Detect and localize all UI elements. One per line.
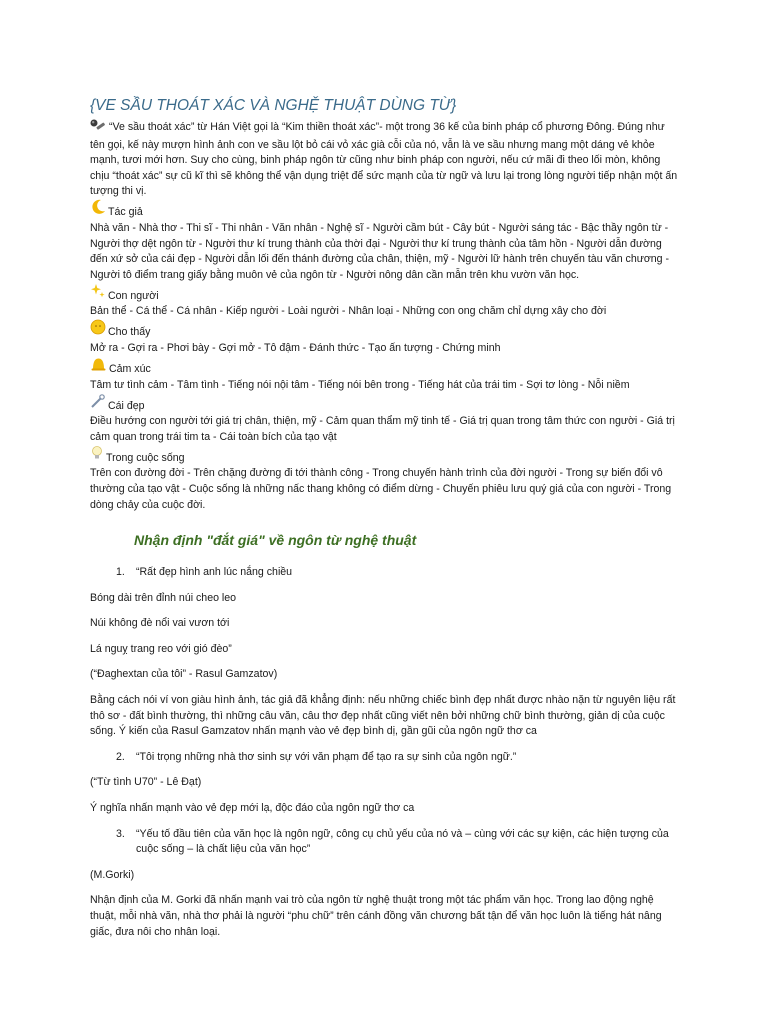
intro-paragraph: [90, 119, 680, 200]
section-trong-cuoc-song: [90, 447, 680, 513]
section-cho-thay: [90, 322, 680, 357]
microphone-icon: [90, 119, 105, 138]
poem-line: Lá nguỵ trang reo với gió đèo”: [90, 642, 232, 655]
section-cai-dep: [90, 395, 680, 445]
quote-source: (“Đaghextan của tôi” - Rasul Gamzatov): [90, 668, 278, 681]
poem-line: “Rất đẹp hình anh lúc nắng chiều: [136, 566, 293, 579]
section-label: Cái đẹp: [108, 399, 145, 412]
sparkles-icon: [90, 283, 106, 305]
section-text: Tâm tư tình cảm - Tâm tình - Tiếng nói nội tâm - Tiếng nói bên trong - Tiếng hát của trái tim - Sợi tơ lòng - Nỗi niềm: [90, 378, 630, 391]
section-con-nguoi: [90, 285, 680, 320]
bell-icon: [90, 356, 107, 378]
document-title: {VE SẦU THOÁT XÁC VÀ NGHỆ THUẬT DÙNG TỪ}: [90, 97, 457, 114]
moon-icon: [90, 199, 106, 221]
intro-text: “Ve sầu thoát xác” từ Hán Việt gọi là “Kim thiền thoát xác”- một trong 36 kế của binh pháp cổ phương Đông. Đúng như tên gọi, kế này mượn hình ảnh con ve sầu lột bỏ cái vỏ xác già cỗi của nó, vẫn là ve sầu nhưng mang một dáng vẻ khỏe mạnh, tươi mới hơn. Suy cho cùng, binh pháp ngôn từ cũng như binh pháp con người, nếu cứ mãi đi theo lối mòn, không chịu “thoát xác” sự cũ kĩ thì sẽ không thể vận dụng triệt để sức mạnh của từ ngữ và lưu lại trong lòng người tiếp nhận một ấn tượng thi vị.: [90, 121, 678, 198]
section-text: Bản thể - Cá thể - Cá nhân - Kiếp người - Loài người - Nhân loại - Những con ong chăm chỉ dựng xây cho đời: [90, 305, 607, 318]
subtitle-heading: Nhận định "đắt giá" về ngôn từ nghệ thuật: [134, 532, 417, 549]
section-tac-gia: [90, 202, 680, 283]
section-label: Trong cuộc sống: [106, 451, 185, 464]
magic-wand-icon: [90, 393, 106, 415]
quote-comment: Bằng cách nói ví von giàu hình ảnh, tác giả đã khẳng định: nếu những chiếc bình đẹp nhất được nhào nặn từ nguyên liệu rất thô sơ - đất bình thường, thì những câu văn, câu thơ đẹp nhất cũng viết nên bởi những chữ bình thường, giản dị của cuộc sống. Ý kiến của Rasul Gamzatov nhấn mạnh vào vẻ đẹp bình dị, gần gũi của ngôn ngữ thơ ca: [90, 694, 676, 738]
light-bulb-icon: [90, 445, 104, 467]
section-text: Trên con đường đời - Trên chặng đường đi tới thành công - Trong chuyến hành trình của đời người - Trong sự biến đổi vô thường của tạo vật - Cuộc sống là những nấc thang không có điểm dừng - Chuyến phiêu lưu quý giá của con người - Trong dòng chảy của cuộc đời.: [90, 467, 672, 511]
quote-3: [90, 827, 680, 941]
quote-source: (M.Gorki): [90, 868, 135, 881]
list-number: 1.: [116, 566, 125, 579]
section-label: Cho thấy: [108, 326, 151, 339]
section-label: Cảm xúc: [109, 362, 151, 375]
list-number: 3.: [116, 827, 125, 840]
quote-comment: Ý nghĩa nhấn mạnh vào vẻ đẹp mới lạ, độc đáo của ngôn ngữ thơ ca: [90, 802, 415, 815]
section-text: Mở ra - Gợi ra - Phơi bày - Gợi mở - Tô đậm - Đánh thức - Tạo ấn tượng - Chứng minh: [90, 341, 501, 354]
section-label: Tác giả: [108, 206, 143, 219]
poem-line: Bóng dài trên đỉnh núi cheo leo: [90, 591, 237, 604]
quote-1: [90, 565, 680, 740]
quote-source: (“Từ tình U70” - Lê Đạt): [90, 776, 202, 789]
section-text: Điều hướng con người tới giá trị chân, thiện, mỹ - Cảm quan thẩm mỹ tinh tế - Giá trị quan trong tâm thức con người - Giá trị cảm quan trong trái tim ta - Cái toàn bích của tạo vật: [90, 415, 675, 443]
poem-line: Núi không đè nổi vai vươn tới: [90, 617, 230, 630]
smiley-icon: [90, 319, 106, 341]
document-content: [90, 96, 680, 940]
section-cam-xuc: [90, 359, 680, 394]
quote-text: “Tôi trọng những nhà thơ sinh sự với văn phạm để tạo ra sự sinh của ngôn ngữ.”: [136, 750, 517, 763]
list-number: 2.: [116, 750, 125, 763]
quote-2: [90, 750, 680, 817]
quote-text: “Yếu tố đầu tiên của văn học là ngôn ngữ, công cụ chủ yếu của nó và – cùng với các sự kiện, các hiện tượng của cuộc sống – là chất liệu của văn học”: [136, 827, 669, 856]
quote-comment: Nhận định của M. Gorki đã nhấn mạnh vai trò của ngôn từ nghệ thuật trong một tác phẩm văn học. Trong lao động nghệ thuật, mỗi nhà văn, nhà thơ phải là người “phu chữ” trên cánh đồng văn chương bất tận để văn học luôn là tiếng hát nâng giấc, đưa nôi cho nhân loại.: [90, 894, 662, 938]
section-label: Con người: [108, 289, 159, 302]
section-text: Nhà văn - Nhà thơ - Thi sĩ - Thi nhân - Văn nhân - Nghệ sĩ - Người cầm bút - Cây bút - Người sáng tác - Bậc thầy ngôn từ - Người thợ dệt ngôn từ - Người thư kí trung thành của thời đại - Người thư kí trung thành của tâm hồn - Người dẫn đường đến xứ sở của cái đẹp - Người dẫn lối đến thánh đường của chân, thiện, mỹ - Người lữ hành trên chuyến tàu văn chương - Người tô điểm trang giấy bằng muôn vẻ của ngôn từ - Người nông dân cần mẫn trên khu vườn văn học.: [90, 221, 670, 281]
